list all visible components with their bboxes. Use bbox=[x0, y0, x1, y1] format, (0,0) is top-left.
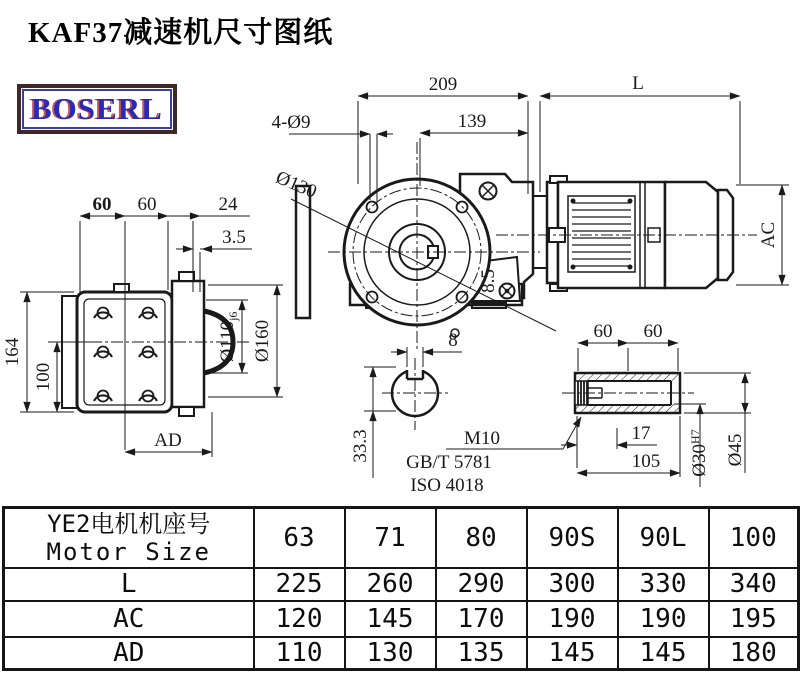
shaft-section-view bbox=[382, 358, 448, 430]
value-cell: 290 bbox=[436, 568, 527, 601]
col-header: 71 bbox=[345, 508, 436, 568]
dim-139: 139 bbox=[457, 111, 487, 132]
dim-3p5: 3.5 bbox=[222, 227, 246, 248]
dim-AD: AD bbox=[154, 430, 182, 451]
value-cell: 300 bbox=[527, 568, 618, 601]
value-cell: 145 bbox=[345, 601, 436, 637]
page-title: KAF37减速机尺寸图纸 bbox=[28, 17, 334, 49]
dim-60a: 60 bbox=[92, 194, 112, 215]
label-iso4018: ISO 4018 bbox=[410, 475, 484, 496]
value-cell: 145 bbox=[618, 637, 709, 670]
dim-4xd9: 4-Ø9 bbox=[271, 112, 311, 133]
table-header-row bbox=[4, 508, 799, 568]
dim-209: 209 bbox=[428, 74, 458, 95]
motor-side-view bbox=[496, 176, 757, 291]
value-cell: 110 bbox=[254, 637, 345, 670]
col-header: 63 bbox=[254, 508, 345, 568]
hollow-shaft-detail bbox=[562, 373, 694, 413]
dim-60d: 60 bbox=[643, 321, 663, 342]
value-cell: 225 bbox=[254, 568, 345, 601]
dim-8: 8 bbox=[448, 330, 458, 351]
value-cell: 170 bbox=[436, 601, 527, 637]
table-row-AD bbox=[4, 637, 799, 670]
col-header: 80 bbox=[436, 508, 527, 568]
value-cell: 190 bbox=[527, 601, 618, 637]
label-gbt5781: GB/T 5781 bbox=[406, 452, 492, 473]
dim-60b: 60 bbox=[137, 194, 157, 215]
dim-d160: Ø160 bbox=[252, 319, 273, 363]
col-header: 90S bbox=[527, 508, 618, 568]
value-cell: 120 bbox=[254, 601, 345, 637]
dim-d130: Ø130 bbox=[272, 167, 320, 203]
row-label: AC bbox=[4, 601, 254, 637]
dim-17: 17 bbox=[631, 423, 651, 444]
value-cell: 135 bbox=[436, 637, 527, 670]
dim-105: 105 bbox=[631, 451, 661, 472]
value-cell: 330 bbox=[618, 568, 709, 601]
value-cell: 195 bbox=[709, 601, 799, 637]
header-motor-size bbox=[4, 508, 254, 568]
dim-33p3: 33.3 bbox=[350, 429, 371, 463]
value-cell: 180 bbox=[709, 637, 799, 670]
dim-d30H7: $Ø30^{H7}$ bbox=[688, 429, 710, 477]
dim-24: 24 bbox=[218, 194, 238, 215]
row-label: AD bbox=[4, 637, 254, 670]
dim-d45: Ø45 bbox=[725, 433, 746, 467]
table-row-AC bbox=[4, 601, 799, 637]
motor-size-table bbox=[2, 506, 800, 671]
technical-drawing bbox=[0, 52, 800, 506]
header-motor-size-cn: YE2电机机座号 bbox=[47, 509, 211, 538]
value-cell: 130 bbox=[345, 637, 436, 670]
header-motor-size-en: Motor Size bbox=[46, 537, 211, 566]
col-header: 100 bbox=[709, 508, 799, 568]
value-cell: 340 bbox=[709, 568, 799, 601]
gearbox-front-view bbox=[291, 142, 556, 350]
col-header: 90L bbox=[618, 508, 709, 568]
label-m10: M10 bbox=[464, 428, 500, 449]
value-cell: 145 bbox=[527, 637, 618, 670]
dim-60c: 60 bbox=[593, 321, 613, 342]
row-label: L bbox=[4, 568, 254, 601]
dim-L: L bbox=[632, 73, 644, 94]
dim-AC: AC bbox=[758, 221, 779, 249]
dim-164: 164 bbox=[2, 337, 23, 367]
boserl-logo-text: BOSERL bbox=[22, 89, 172, 129]
value-cell: 190 bbox=[618, 601, 709, 637]
value-cell: 260 bbox=[345, 568, 436, 601]
table-row-L bbox=[4, 568, 799, 601]
oil-plug-screw bbox=[500, 284, 515, 299]
dim-8p5: 8.5 bbox=[478, 269, 499, 293]
dim-100: 100 bbox=[33, 362, 54, 392]
vent-plug-screw bbox=[480, 183, 497, 200]
dim-d110j6: $Ø110_{j6}$ bbox=[217, 311, 240, 363]
